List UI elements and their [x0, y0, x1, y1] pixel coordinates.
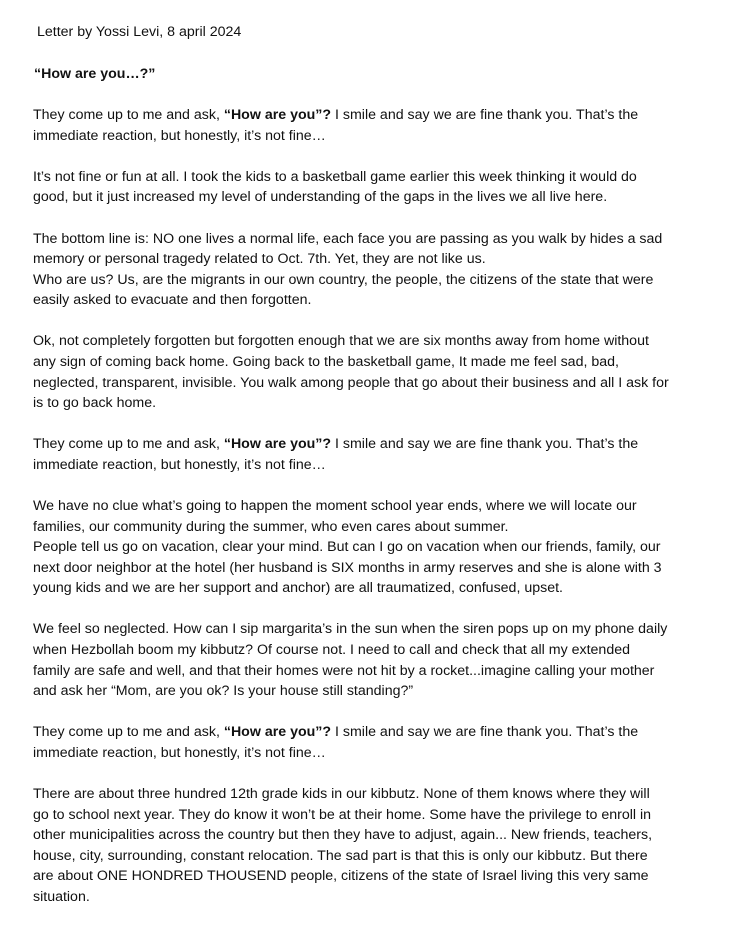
text-line: Who are us? Us, are the migrants in our own country, the people, the citizens of the state that were: [33, 271, 654, 288]
text-line: families, our community during the summer, who even cares about summer.: [33, 518, 509, 535]
byline: Letter by Yossi Levi, 8 april 2024: [37, 24, 242, 40]
text-line: People tell us go on vacation, clear your mind. But can I go on vacation when our friends, family, our: [33, 539, 661, 556]
text-line: family are safe and well, and that their homes were not hit by a rocket...imagine calling your mother: [33, 662, 655, 679]
text-line: The bottom line is: NO one lives a normal life, each face you are passing as you walk by hides a sad: [33, 230, 663, 247]
refrain-line-1: [33, 105, 733, 126]
paragraph-school-year: [33, 496, 733, 599]
text-line: memory or personal tragedy related to Oct. 7th. Yet, they are not like us.: [33, 251, 486, 268]
letter-document: [33, 22, 733, 928]
refrain-start: They come up to me and ask,: [33, 436, 224, 453]
text-line: situation.: [33, 889, 90, 905]
text-line: We have no clue what’s going to happen the moment school year ends, where we will locate our: [33, 498, 637, 514]
paragraph-basketball: [33, 167, 733, 208]
text-line: neglected, transparent, invisible. You walk among people that go about their business and all I ask for: [33, 374, 669, 391]
refrain-question: “How are you”?: [223, 436, 332, 453]
refrain-start: They come up to me and ask,: [33, 724, 224, 741]
paragraph-neglected: [33, 619, 733, 701]
refrain-line-1: [33, 434, 733, 455]
text-line: any sign of coming back home. Going back to the basketball game, It made me feel sad, bad,: [33, 354, 619, 371]
text-line: We feel so neglected. How can I sip margarita’s in the sun when the siren pops up on my phone daily: [33, 621, 668, 638]
text-line: when Hezbollah boom my kibbutz? Of course not. I need to call and check that all my extended: [33, 642, 630, 659]
refrain-line-1: [33, 722, 733, 743]
text-line: easily asked to evacuate and then forgotten.: [33, 292, 312, 309]
text-line: house, city, surrounding, constant relocation. The sad part is that this is only our kibbutz. But there: [33, 847, 648, 864]
text-line: and ask her “Mom, are you ok? Is your house still standing?”: [33, 683, 414, 700]
text-line: go to school next year. They do know it won’t be at their home. Some have the privilege to enroll in: [33, 806, 652, 823]
text-line: There are about three hundred 12th grade kids in our kibbutz. None of them knows where they will: [33, 786, 650, 803]
refrain-end: I smile and say we are fine thank you. That’s the: [331, 724, 639, 741]
text-line: are about ONE HONDRED THOUSEND people, citizens of the state of Israel living this very same: [33, 868, 649, 885]
letter-title: “How are you…?”: [34, 65, 156, 82]
refrain-question: “How are you”?: [223, 724, 332, 741]
refrain-paragraph: [33, 722, 733, 763]
refrain-line-2: immediate reaction, but honestly, it’s not fine…: [33, 744, 326, 761]
text-line: other municipalities across the country but then they have to adjust, again... New friends, teachers,: [33, 827, 653, 844]
text-line: good, but it just increased my level of understanding of the gaps in the lives we all live here.: [33, 189, 608, 206]
refrain-paragraph: [33, 434, 733, 475]
paragraph-12th-grade: [33, 784, 733, 908]
refrain-question: “How are you”?: [223, 107, 332, 124]
refrain-paragraph: [33, 105, 733, 146]
text-line: Ok, not completely forgotten but forgotten enough that we are six months away from home without: [33, 333, 649, 350]
paragraph-forgotten: [33, 331, 733, 413]
refrain-start: They come up to me and ask,: [33, 107, 224, 124]
refrain-end: I smile and say we are fine thank you. That’s the: [331, 107, 639, 124]
refrain-end: I smile and say we are fine thank you. That’s the: [331, 436, 639, 453]
refrain-line-2: immediate reaction, but honestly, it’s not fine…: [33, 127, 326, 144]
text-line: is to go back home.: [33, 395, 157, 412]
text-line: next door neighbor at the hotel (her husband is SIX months in army reserves and she is alone with 3: [33, 559, 662, 576]
text-line: young kids and we are her support and anchor) are all traumatized, confused, upset.: [33, 580, 563, 597]
text-line: It’s not fine or fun at all. I took the kids to a basketball game earlier this week thinking it would do: [33, 168, 637, 185]
refrain-line-2: immediate reaction, but honestly, it’s not fine…: [33, 456, 326, 473]
paragraph-bottom-line: [33, 229, 733, 311]
